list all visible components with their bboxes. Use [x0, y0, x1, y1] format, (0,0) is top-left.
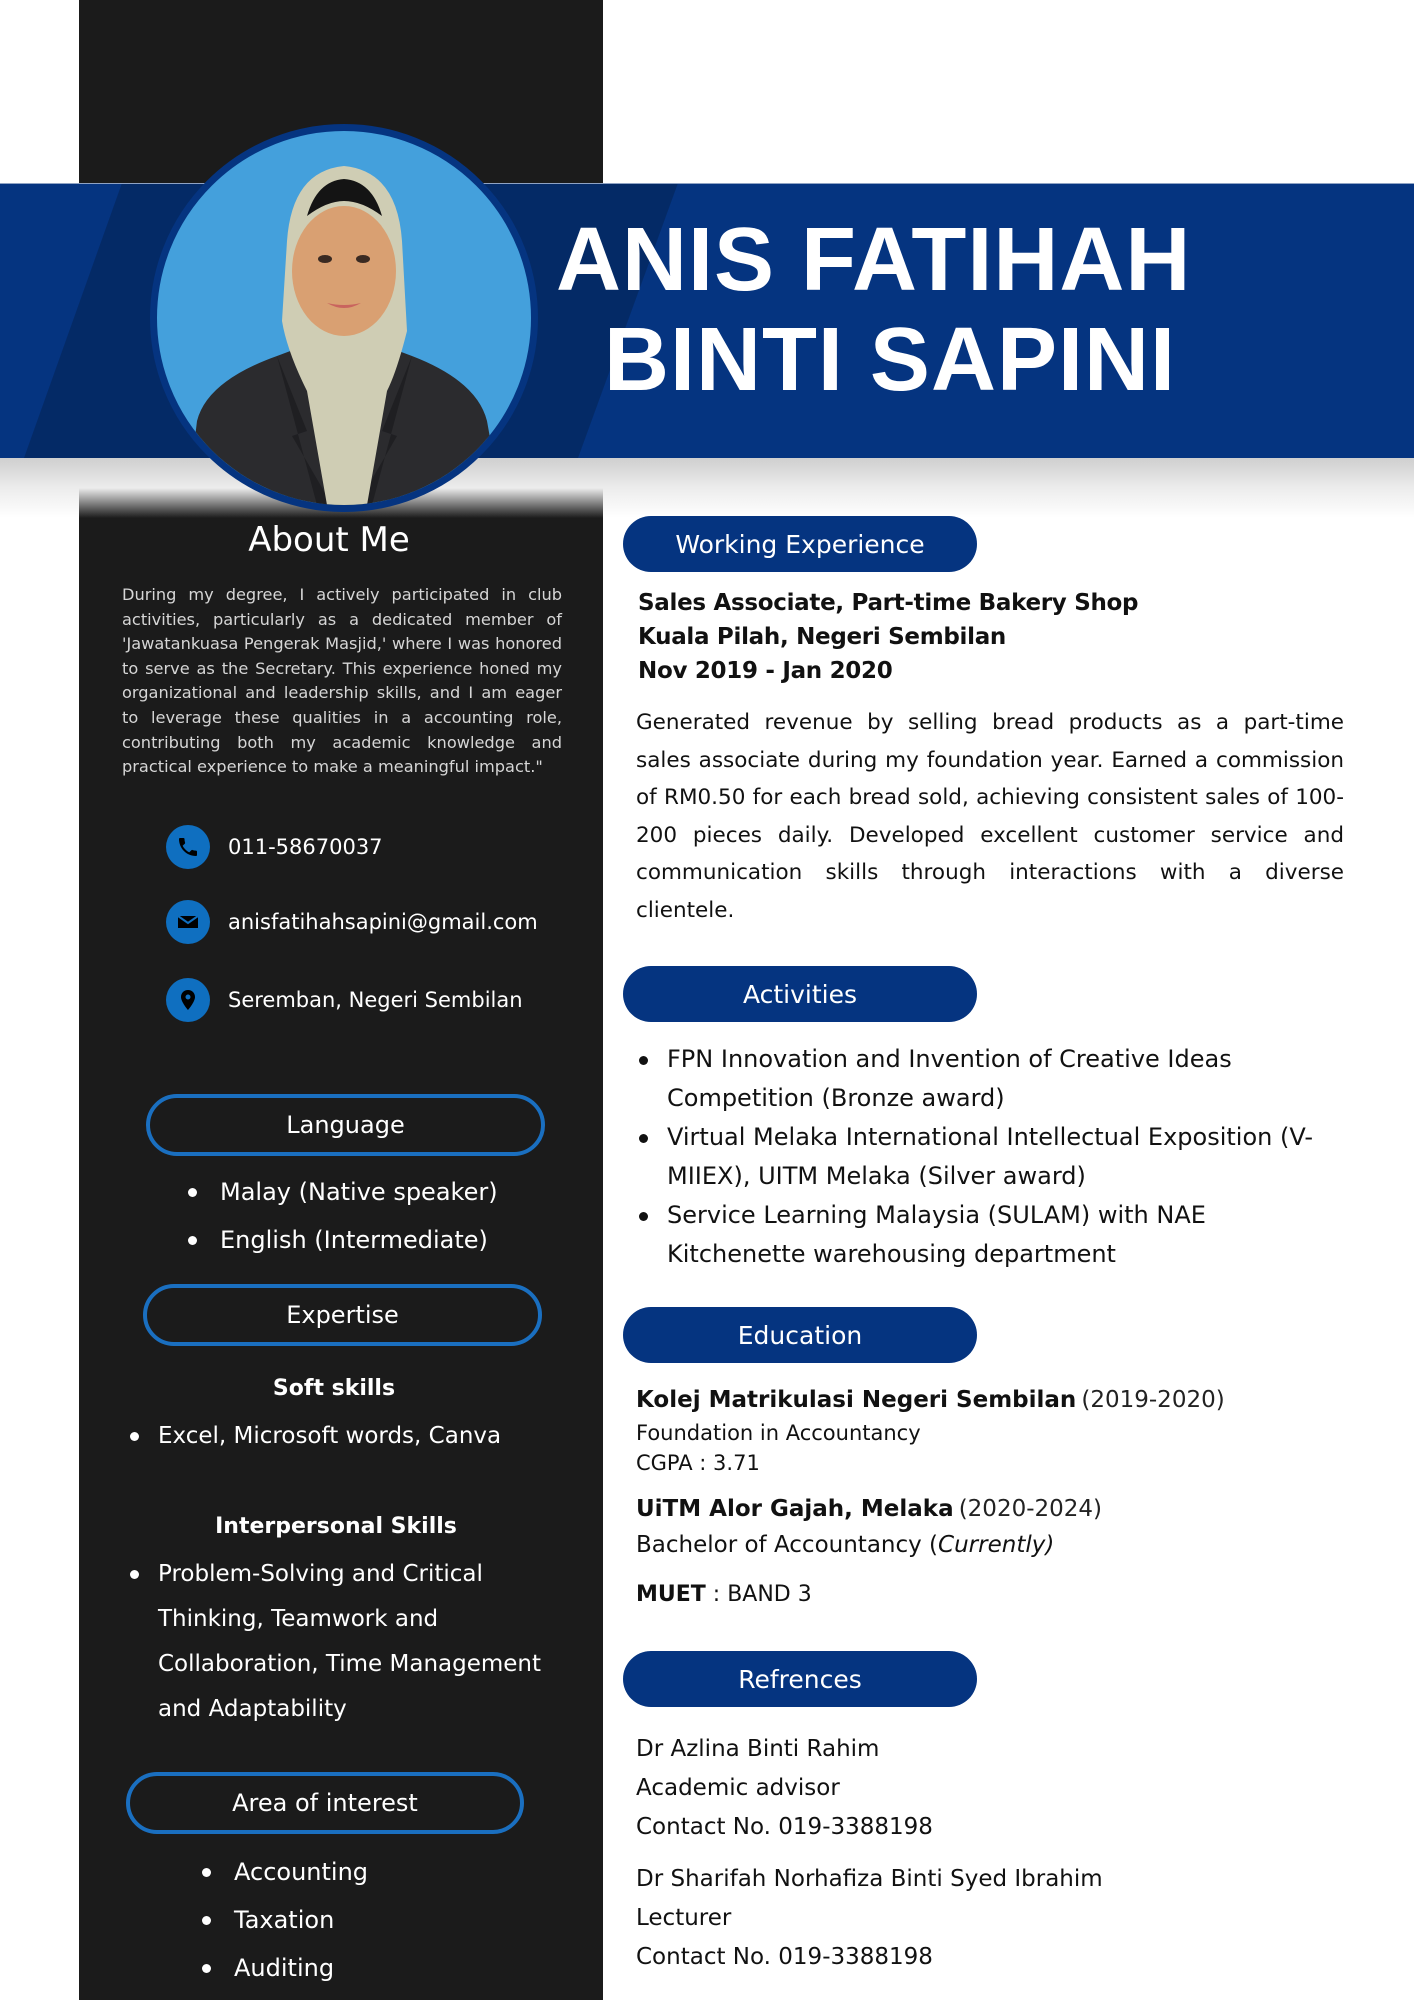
interest-list: [200, 1848, 368, 1992]
phone-icon: [166, 825, 210, 869]
reference-name: Dr Sharifah Norhafiza Binti Syed Ibrahim: [636, 1866, 1103, 1892]
interest-heading: [126, 1772, 524, 1834]
activity-item: Virtual Melaka International Intellectual Exposition (V-MIIEX), UITM Melaka (Silver award): [636, 1118, 1346, 1196]
institution-name: Kolej Matrikulasi Negeri Sembilan: [636, 1387, 1077, 1413]
institution-years: (2019-2020): [1081, 1387, 1225, 1413]
full-name: [556, 210, 1192, 410]
location-pin-icon: [166, 978, 210, 1022]
interest-heading-label: Area of interest: [232, 1789, 418, 1817]
language-heading-label: Language: [286, 1111, 405, 1139]
phone-number: 011-58670037: [228, 835, 383, 859]
education-entry: [636, 1492, 1102, 1562]
about-me-heading: About Me: [248, 520, 410, 560]
contact-location: [166, 978, 586, 1022]
language-list: [186, 1168, 498, 1264]
education-heading: [623, 1307, 977, 1363]
reference-role: Academic advisor: [636, 1775, 840, 1801]
reference-contact: Contact No. 019-3388198: [636, 1814, 933, 1840]
experience-heading-label: Working Experience: [675, 529, 925, 559]
program-name: Foundation in Accountancy: [636, 1421, 921, 1445]
job-summary: [638, 586, 1138, 688]
name-line-2: BINTI SAPINI: [603, 310, 1176, 410]
name-line-1: ANIS FATIHAH: [556, 210, 1192, 310]
about-me-text: During my degree, I actively participated in club activities, particularly as a dedicated member of 'Jawatankuasa Pengerak Masjid,' where I was honored to serve as the Secretary. This experience honed my organizational and leadership skills, and I am eager to leverage these qualities in a accounting role, contributing both my academic knowledge and practical experience to make a meaningful impact.": [122, 585, 562, 777]
language-item: Malay (Native speaker): [186, 1168, 498, 1216]
interest-item: Taxation: [200, 1896, 368, 1944]
soft-skills-heading: Soft skills: [272, 1376, 396, 1401]
education-entry: [636, 1384, 1225, 1478]
references-heading-label: Refrences: [738, 1664, 862, 1694]
job-period: Nov 2019 - Jan 2020: [638, 658, 893, 684]
skill-item: Excel, Microsoft words, Canva: [128, 1414, 568, 1459]
muet-score: [636, 1582, 812, 1607]
expertise-heading-label: Expertise: [286, 1301, 399, 1329]
institution-name: UiTM Alor Gajah, Melaka: [636, 1496, 954, 1522]
institution-years: (2020-2024): [958, 1496, 1103, 1522]
profile-photo: [150, 124, 538, 512]
email-icon: [166, 900, 210, 944]
expertise-heading: [143, 1284, 542, 1346]
muet-label: MUET: [636, 1582, 706, 1607]
job-location: Kuala Pilah, Negeri Sembilan: [638, 624, 1006, 650]
language-item: English (Intermediate): [186, 1216, 498, 1264]
job-description: Generated revenue by selling bread products as a part-time sales associate during my foundation year. Earned a commission of RM0.50 for each bread sold, achieving consistent sales of 100-200 pieces daily. Developed excellent customer service and communication skills through interactions with a diverse clientele.: [636, 710, 1344, 923]
interest-item: Auditing: [200, 1944, 368, 1992]
muet-value: : BAND 3: [705, 1582, 812, 1607]
references-heading: [623, 1651, 977, 1707]
skill-item: Problem-Solving and Critical Thinking, Teamwork and Collaboration, Time Management and Adaptability: [128, 1552, 548, 1732]
soft-skills-list: [128, 1414, 568, 1459]
activity-item: Service Learning Malaysia (SULAM) with NAE Kitchenette warehousing department: [636, 1196, 1346, 1274]
activity-item: FPN Innovation and Invention of Creative Ideas Competition (Bronze award): [636, 1040, 1346, 1118]
program-name: Bachelor of Accountancy (: [636, 1532, 939, 1558]
education-heading-label: Education: [737, 1320, 863, 1350]
interpersonal-skills-list: [128, 1552, 548, 1732]
interpersonal-skills-heading: Interpersonal Skills: [215, 1514, 457, 1539]
reference-name: Dr Azlina Binti Rahim: [636, 1736, 880, 1762]
reference-role: Lecturer: [636, 1905, 732, 1931]
activities-list: [636, 1040, 1346, 1274]
person-portrait-icon: [157, 131, 531, 505]
cgpa: CGPA : 3.71: [636, 1451, 760, 1475]
language-heading: [146, 1094, 545, 1156]
contact-email: [166, 900, 586, 944]
reference-entry: [636, 1860, 1103, 1977]
email-address: anisfatihahsapini@gmail.com: [228, 910, 538, 934]
interest-item: Accounting: [200, 1848, 368, 1896]
location-text: Seremban, Negeri Sembilan: [228, 988, 523, 1012]
contact-phone: [166, 825, 586, 869]
reference-entry: [636, 1730, 933, 1847]
experience-heading: [623, 516, 977, 572]
activities-heading-label: Activities: [742, 979, 858, 1009]
job-role: Sales Associate, Part-time Bakery Shop: [638, 590, 1139, 616]
activities-heading: [623, 966, 977, 1022]
reference-contact: Contact No. 019-3388198: [636, 1944, 933, 1970]
program-status: Currently): [938, 1532, 1055, 1558]
